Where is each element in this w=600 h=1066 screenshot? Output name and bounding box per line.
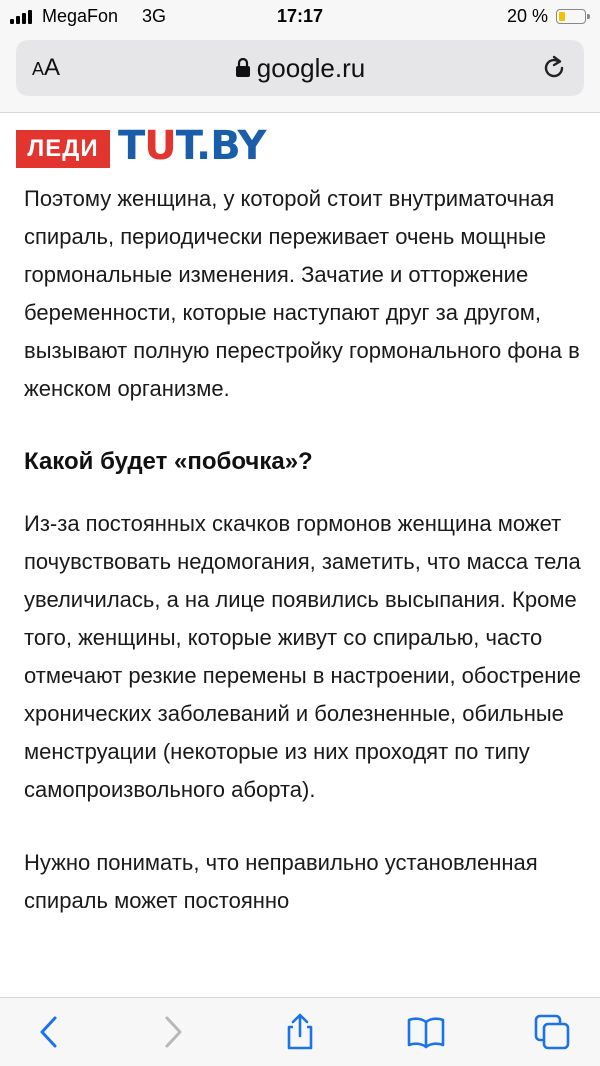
tabs-icon[interactable] [532,1012,572,1052]
url-display[interactable] [16,53,584,84]
back-icon[interactable] [30,1012,70,1052]
paragraph-3: Нужно понимать, что неправильно установленная спираль может постоянно [24,850,538,913]
site-header [0,113,600,185]
text-size-button[interactable]: AA [32,54,61,81]
reload-icon[interactable] [540,54,568,82]
network-type: 3G [142,6,167,26]
section-heading: Какой будет «побочка»? [24,448,313,475]
bookmarks-icon[interactable] [406,1012,446,1052]
paragraph-1: Поэтому женщина, у которой стоит внутриматочная спираль, периодически переживает очень мощные гормональные изменения. Зачатие и отторжение беременности, которые наступают друг за другом, вызывают полную перестройку гормонального фона в женском организме. [24,186,580,401]
address-field[interactable] [16,40,584,96]
battery-percent: 20 % [506,6,548,26]
status-bar [0,0,600,34]
battery-icon [556,9,586,24]
site-logo[interactable]: TUT.BY [118,123,266,169]
browser-toolbar [0,997,600,1066]
carrier-name: MegaFon [42,6,119,26]
article-body [24,180,584,920]
browser-address-area [0,34,600,113]
url-text: google.ru [256,53,366,83]
forward-icon[interactable] [152,1012,192,1052]
share-icon[interactable] [280,1012,320,1052]
clock: 17:17 [276,6,324,26]
paragraph-2: Из-за постоянных скачков гормонов женщина может почувствовать недомогания, заметить, что масса тела увеличилась, а на лице появились высыпания. Кроме того, женщины, которые живут со спиралью, часто отмечают резкие перемены в настроении, обострение хронических заболеваний и болезненные, обильные менструации (некоторые из них проходят по типу самопроизвольного аборта). [24,511,581,802]
section-badge[interactable]: ЛЕДИ [16,130,110,168]
lock-icon [235,58,251,78]
